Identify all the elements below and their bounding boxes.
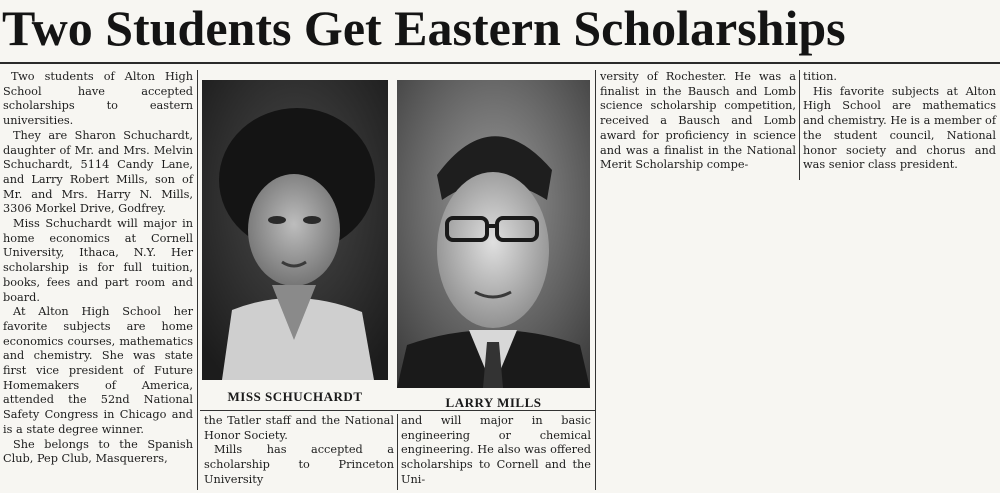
caption-rule bbox=[200, 410, 595, 411]
column-divider bbox=[197, 70, 198, 490]
paragraph: Mills has accepted a scholarship to Princeton University bbox=[204, 443, 394, 486]
paragraph: At Alton High School her favorite subjects are home economics courses, mathematics and chemistry. She was state first vice president of Future Homemakers of America, attended the 52nd National Safety Congress in Chicago and is a state degree winner. bbox=[3, 305, 193, 436]
paragraph: Two students of Alton High School have accepted scholarships to eastern universities. bbox=[3, 70, 193, 128]
column-divider bbox=[397, 414, 398, 490]
column-divider bbox=[799, 70, 800, 180]
paragraph: She belongs to the Spanish Club, Pep Club, Masquerers, bbox=[3, 437, 193, 466]
paragraph: Miss Schuchardt will major in home economics at Cornell University, Ithaca, N.Y. Her scholarship is for full tuition, books, fees and part room and board. bbox=[3, 217, 193, 304]
paragraph: versity of Rochester. He was a finalist in the Bausch and Lomb science scholarship competition, received a Bausch and Lomb award for proficiency in science and was a finalist in the National Merit Scholarship compe- bbox=[600, 70, 796, 172]
caption-mills: LARRY MILLS bbox=[445, 395, 542, 410]
article-column-1 bbox=[3, 70, 193, 467]
article-column-4 bbox=[600, 70, 796, 173]
portrait-image bbox=[397, 80, 590, 388]
paragraph: and will major in basic engineering or chemical engineering. He also was offered scholarships to Cornell and the Uni- bbox=[401, 414, 591, 486]
photo-schuchardt bbox=[202, 80, 388, 380]
article-column-5 bbox=[803, 70, 996, 173]
headline: Two Students Get Eastern Scholarships bbox=[2, 0, 846, 56]
article-column-3 bbox=[401, 414, 591, 488]
caption-schuchardt: MISS SCHUCHARDT bbox=[227, 389, 363, 404]
paragraph: the Tatler staff and the National Honor Society. bbox=[204, 414, 394, 442]
headline-rule bbox=[0, 62, 1000, 64]
photo-mills bbox=[397, 80, 590, 388]
paragraph: They are Sharon Schuchardt, daughter of Mr. and Mrs. Melvin Schuchardt, 5114 Candy Lane, and Larry Robert Mills, son of Mr. and Mrs. Harry N. Mills, 3306 Morkel Drive, Godfrey. bbox=[3, 128, 193, 216]
portrait-image bbox=[202, 80, 388, 380]
paragraph: tition. bbox=[803, 70, 837, 83]
paragraph: His favorite subjects at Alton High School are mathematics and chemistry. He is a member of the student council, National honor society and chorus and was senior class president. bbox=[803, 84, 996, 172]
column-divider bbox=[595, 70, 596, 490]
article-column-2 bbox=[204, 414, 394, 488]
